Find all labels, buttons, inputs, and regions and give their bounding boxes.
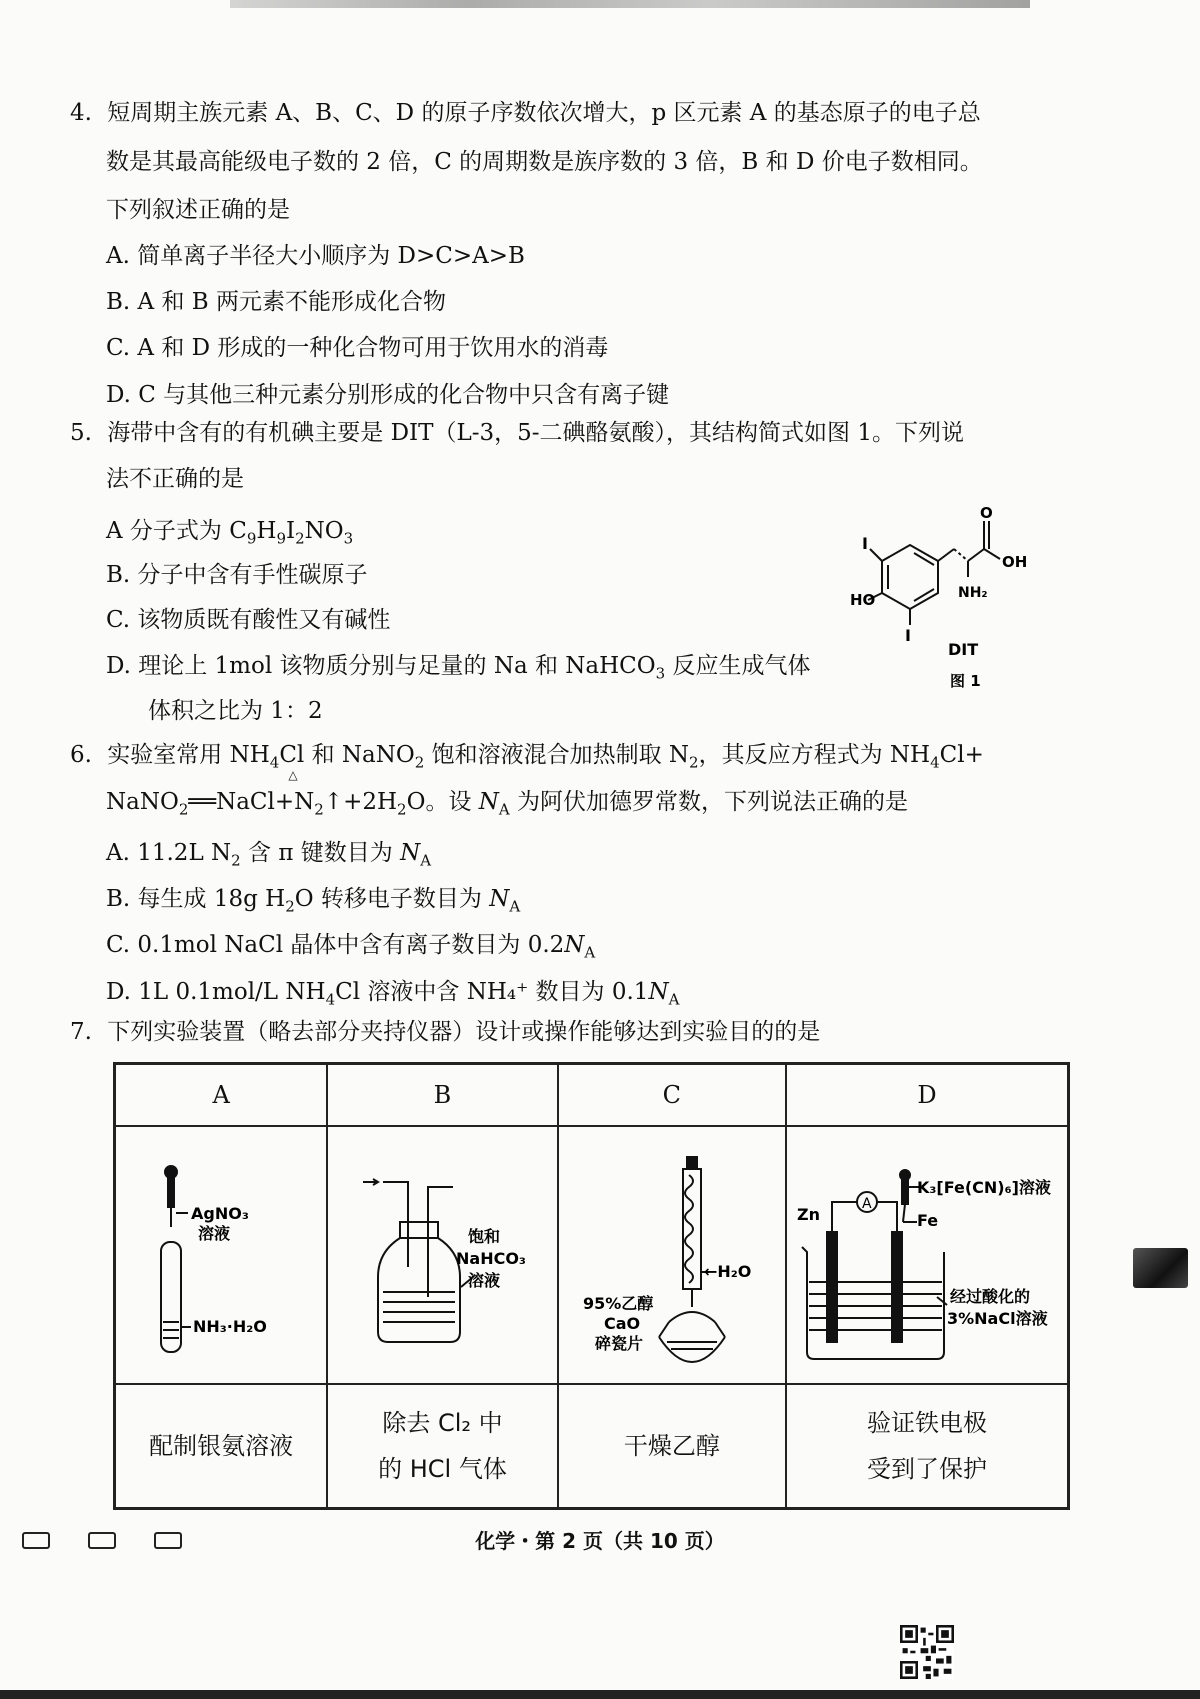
question-text-line: 下列实验装置（略去部分夹持仪器）设计或操作能够达到实验目的的是 <box>107 1019 821 1045</box>
carbonyl-oxygen-label: O <box>980 505 993 522</box>
option-c: C. A 和 D 形成的一种化合物可用于饮用水的消毒 <box>106 335 609 361</box>
saturated-label: 饱和 <box>468 1227 501 1246</box>
figure-name: DIT <box>948 640 979 659</box>
question-number: 5. <box>70 420 92 446</box>
qr-code-icon <box>900 1625 954 1679</box>
question-4 <box>70 90 981 136</box>
option-a: A. 简单离子半径大小顺序为 D>C>A>B <box>106 243 525 269</box>
question-number: 7. <box>70 1019 92 1045</box>
option-b: B. 分子中含有手性碳原子 <box>106 562 368 588</box>
nahco3-label: NaHCO₃ <box>456 1249 527 1268</box>
ammeter-symbol: A <box>862 1196 872 1212</box>
iodine-label-bottom: I <box>905 626 911 645</box>
iodine-label-top: I <box>862 534 868 553</box>
option-d: D. 理论上 1mol 该物质分别与足量的 Na 和 NaHCO$_3$ 反应生成气体 <box>106 653 811 683</box>
iron-electrode-label: Fe <box>917 1211 939 1230</box>
question-6: 6. 实验室常用 $NH_4Cl$ 和 NaNO$_2$ 饱和溶液混合加热制取 $N_2$，其反应方程式为 $NH_4Cl+$ <box>70 742 984 772</box>
scan-artifact <box>230 0 1030 8</box>
carboxyl-oh-label: OH <box>1002 553 1028 571</box>
solution-label: 溶液 <box>468 1271 501 1290</box>
option-a: A. 11.2L $N_2$ 含 π 键数目为 $N_A$ <box>106 840 432 870</box>
column-header-c: C <box>558 1064 786 1127</box>
question-text-line: 短周期主族元素 A、B、C、D 的原子序数依次增大，p 区元素 A 的基态原子的电子总 <box>107 100 981 126</box>
option-d: D. C 与其他三种元素分别形成的化合物中只含有离子键 <box>106 382 670 408</box>
amino-label: NH₂ <box>958 585 988 601</box>
agno3-label-line2: 溶液 <box>198 1224 231 1243</box>
question-5 <box>70 410 964 456</box>
apparatus-b <box>327 1126 557 1384</box>
dit-structure-figure <box>850 505 1080 695</box>
purpose-d: 验证铁电极 受到了保护 <box>786 1384 1069 1509</box>
figure-caption: 图 1 <box>950 672 981 690</box>
question-number: 6. <box>70 742 92 768</box>
option-b: B. 每生成 18g $H_2O$ 转移电子数目为 $N_A$ <box>106 886 521 916</box>
potassium-ferricyanide-label: K₃[Fe(CN)₆]溶液 <box>917 1178 1051 1197</box>
option-a: A 分子式为 $C_9H_9I_2NO_3$ <box>106 518 354 548</box>
apparatus-c <box>558 1126 786 1384</box>
question-text-line: 数是其最高能级电子数的 2 倍，C 的周期数是族序数的 3 倍，B 和 D 价电子数相同。 <box>106 149 983 175</box>
cao-label: CaO <box>603 1314 640 1333</box>
porcelain-chips-label: 碎瓷片 <box>594 1334 643 1353</box>
column-header-b: B <box>327 1064 557 1127</box>
reaction-equation-line: NaNO$_2$ △ $══NaCl+N_2↑+2H_2O$。设 $N_A$ 为阿伏加德罗常数，下列说法正确的是 <box>106 768 909 819</box>
agno3-label: AgNO₃ <box>191 1204 249 1223</box>
page-footer: 化学・第 2 页（共 10 页） <box>475 1529 725 1553</box>
question-text-line: 下列叙述正确的是 <box>106 197 290 223</box>
ammonia-label: NH₃·H₂O <box>193 1317 268 1336</box>
option-d: D. 1L 0.1mol/L $NH_4Cl$ 溶液中含 NH₄⁺ 数目为 $0.1N_A$ <box>106 979 680 1009</box>
purpose-a: 配制银氨溶液 <box>115 1384 328 1509</box>
acidified-label: 经过酸化的 <box>950 1287 1031 1306</box>
question-text-line: 海带中含有的有机碘主要是 DIT（L-3，5-二碘酪氨酸），其结构简式如图 1。下列说 <box>107 420 964 446</box>
option-b: B. A 和 B 两元素不能形成化合物 <box>106 289 446 315</box>
question-text-line: 法不正确的是 <box>106 466 244 492</box>
purpose-c: 干燥乙醇 <box>558 1384 786 1509</box>
zinc-electrode-label: Zn <box>797 1205 820 1224</box>
option-c: C. 0.1mol NaCl 晶体中含有离子数目为 $0.2N_A$ <box>106 932 596 962</box>
heat-symbol: △ <box>288 768 298 782</box>
hydroxyl-label: HO <box>850 591 876 609</box>
purpose-b: 除去 Cl₂ 中 的 HCl 气体 <box>327 1384 557 1509</box>
column-header-a: A <box>115 1064 328 1127</box>
apparatus-d <box>786 1126 1069 1384</box>
column-header-d: D <box>786 1064 1069 1127</box>
option-c: C. 该物质既有酸性又有碱性 <box>106 607 391 633</box>
question-number: 4. <box>70 100 92 126</box>
water-inlet-label: ←H₂O <box>703 1262 752 1281</box>
edge-tab-mark <box>1133 1248 1188 1288</box>
scan-edge-bar <box>0 1690 1200 1699</box>
ethanol-label: 95%乙醇 <box>582 1294 654 1313</box>
nacl-solution-label: 3%NaCl溶液 <box>947 1309 1048 1328</box>
option-d-continued: 体积之比为 1：2 <box>148 698 323 724</box>
experiment-table <box>113 1062 1070 1510</box>
question-7 <box>70 1009 820 1055</box>
apparatus-a <box>115 1126 328 1384</box>
